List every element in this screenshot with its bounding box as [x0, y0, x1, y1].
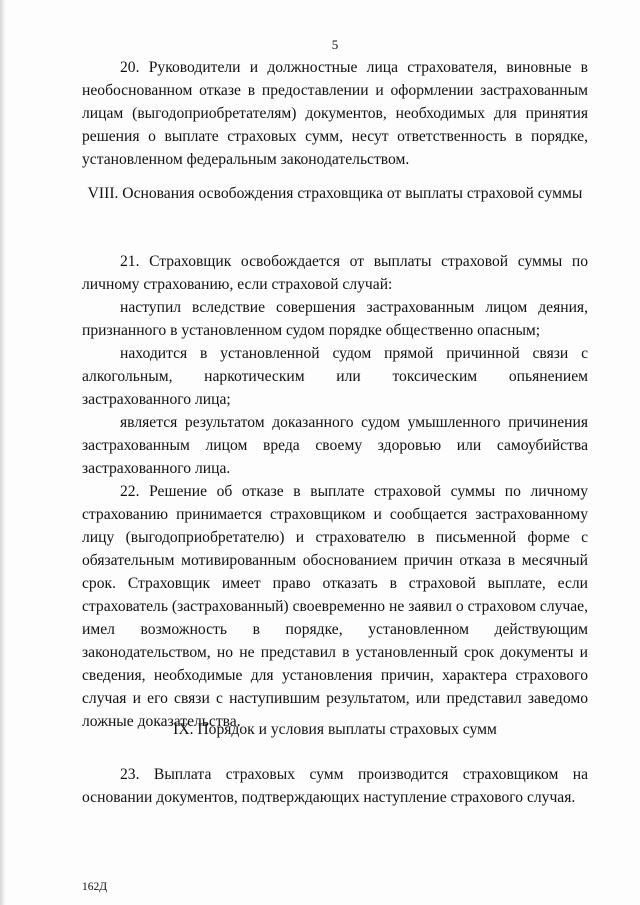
scan-edge — [0, 0, 6, 905]
paragraph-23-text: 23. Выплата страховых сумм производится страховщиком на основании документов, подтверждающих наступление страхового случая. — [82, 766, 588, 806]
paragraph-21-item-b: находится в установленной судом прямой причинной связи с алкогольным, наркотическим или токсическим опьянением застрахованного лица; — [82, 345, 588, 408]
page-number: 5 — [331, 37, 339, 52]
document-code: 162Д — [82, 881, 108, 893]
paragraph-20 — [82, 56, 588, 171]
paragraph-21 — [82, 250, 588, 733]
section-8-title: VIII. Основания освобождения страховщика от выплаты страховой суммы — [87, 185, 583, 202]
section-8-heading — [82, 182, 588, 205]
paragraph-21-text: 21. Страховщик освобождается от выплаты страховой суммы по личному страхованию, если страховой случай: — [82, 253, 588, 293]
paragraph-22-text: 22. Решение об отказе в выплате страховой суммы по личному страхованию принимается страховщиком и сообщается застрахованному лицу (выгодоприобретателю) и страхователю в письменной форме с обязательным мотивированным обоснованием причин отказа в месячный срок. Страховщик имеет право отказать в страховой выплате, если страхователь (застрахованный) своевременно не заявил о страховом случае, имел возможность в порядке, установленном действующим законодательством, но не представил в установленный срок документы и сведения, необходимые для установления причин, характера страхового случая и его связи с наступившим результатом, или представил заведомо ложные доказательства. — [82, 483, 588, 730]
paragraph-21-item-c: является результатом доказанного судом умышленного причинения застрахованным лицом вреда своему здоровью или самоубийства застрахованного лица. — [82, 414, 588, 477]
paragraph-20-text: 20. Руководители и должностные лица страхователя, виновные в необоснованном отказе в предоставлении и оформлении застрахованным лицам (выгодоприобретателям) документов, необходимых для принятия решения о выплате страховых сумм, несут ответственность в порядке, установленном федеральным законодательством. — [82, 59, 588, 168]
section-9-heading — [82, 718, 588, 741]
paragraph-21-item-a: наступил вследствие совершения застрахованным лицом деяния, признанного в установленном судом порядке общественно опасным; — [82, 299, 588, 339]
section-9-title: IX. Порядок и условия выплаты страховых сумм — [173, 721, 497, 738]
paragraph-23 — [82, 763, 588, 809]
